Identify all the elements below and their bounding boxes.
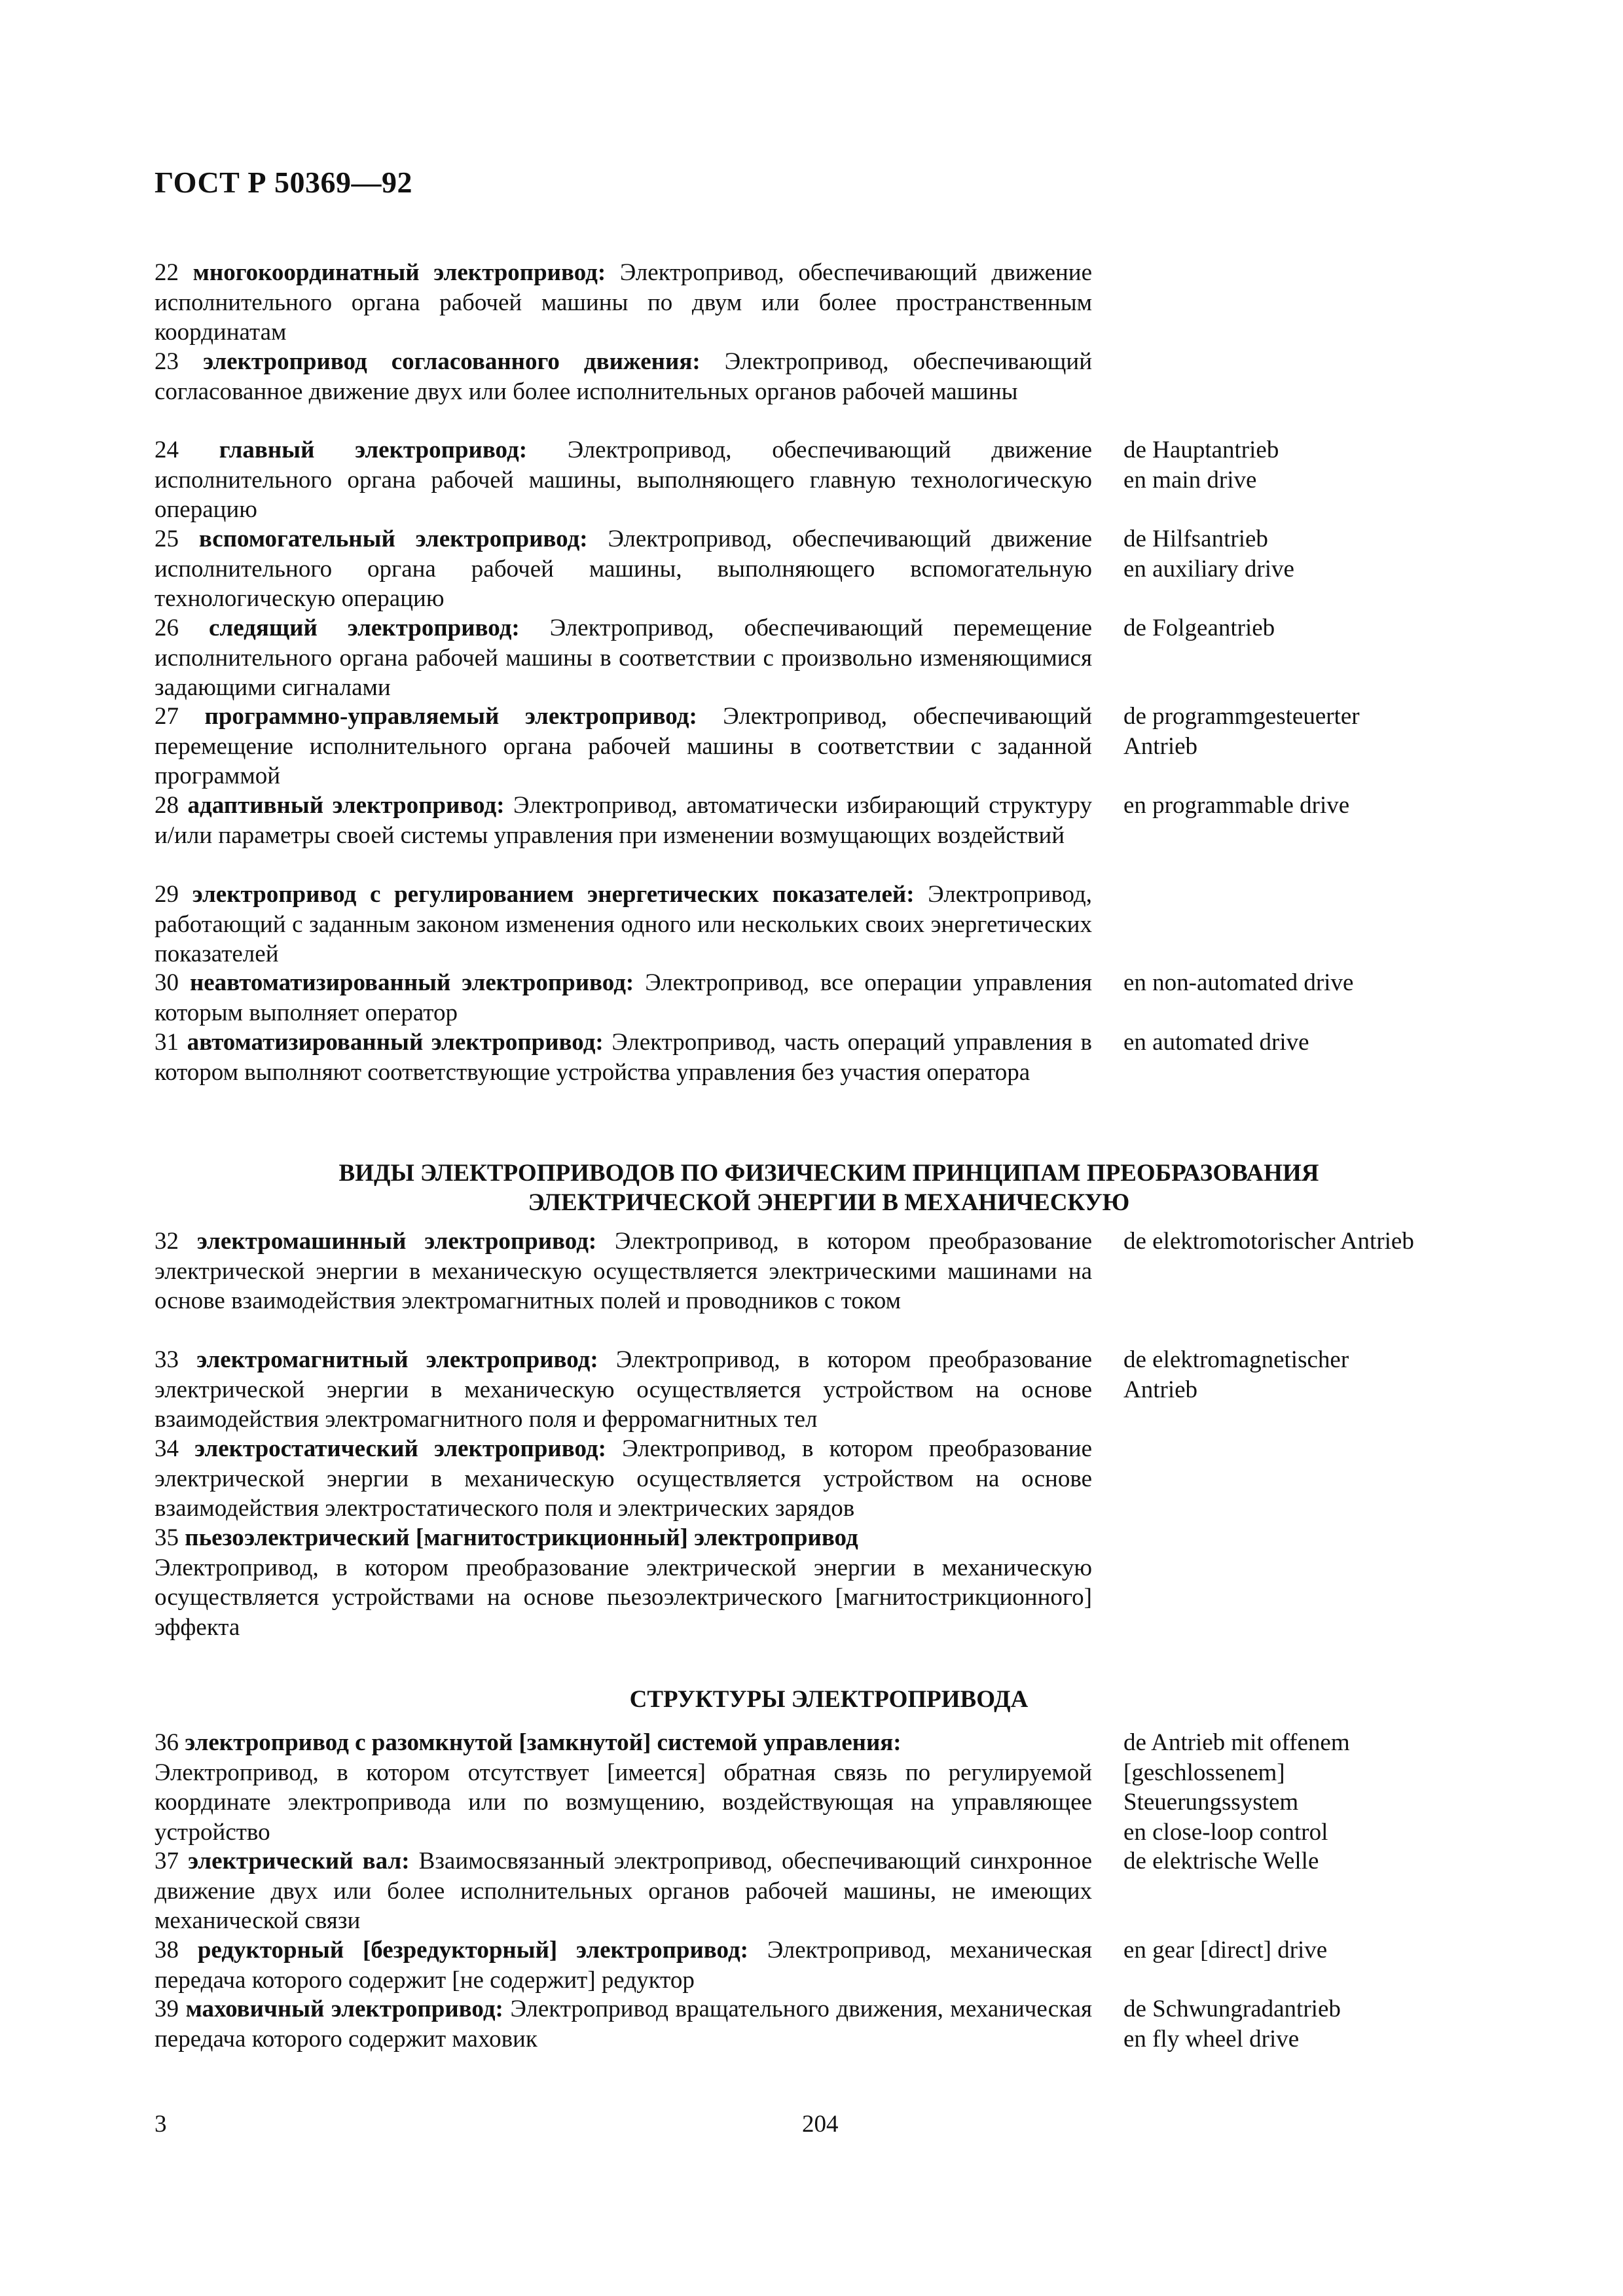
section-heading-line: СТРУКТУРЫ ЭЛЕКТРОПРИВОДА xyxy=(629,1686,1029,1713)
foreign-equivalents xyxy=(1123,1728,1510,1847)
term-name: неавтоматизированный электропривод: xyxy=(189,969,634,996)
term-text xyxy=(155,258,1092,348)
foreign-equivalent: en automated drive xyxy=(1123,1029,1309,1056)
term-number: 29 xyxy=(155,881,179,908)
term-text xyxy=(155,791,1092,850)
sheet-number: 204 xyxy=(802,2111,839,2138)
term-number: 30 xyxy=(155,969,179,996)
term-name: электропривод с разомкнутой [замкнутой] системой управления: xyxy=(185,1729,902,1756)
term-number: 26 xyxy=(155,615,179,641)
term-name: электрический вал: xyxy=(188,1848,410,1874)
term-name: автоматизированный электропривод: xyxy=(187,1029,604,1056)
foreign-equivalent: de Hilfsantrieb xyxy=(1123,526,1268,552)
term-number: 34 xyxy=(155,1435,179,1462)
term-number: 23 xyxy=(155,348,179,375)
foreign-equivalents xyxy=(1123,1227,1510,1257)
term-text xyxy=(155,1345,1092,1435)
foreign-equivalent: de elektromagnetischer xyxy=(1123,1346,1349,1373)
term-definition: Электропривод, автоматически избирающий структуру и/или параметры своей системы управления при изменении возмущающих воздействий xyxy=(155,792,1092,849)
term-text xyxy=(155,1846,1092,1936)
term-number: 31 xyxy=(155,1029,179,1056)
term-text xyxy=(155,1434,1092,1524)
term-name: электромашинный электропривод: xyxy=(196,1228,597,1255)
term-text xyxy=(155,1728,1092,1847)
foreign-equivalent: de Folgeantrieb xyxy=(1123,615,1275,641)
term-definition: Электропривод, обеспечивающий согласованное движение двух или более исполнительных органов рабочей машины xyxy=(155,348,1093,405)
foreign-equivalents xyxy=(1123,435,1510,495)
term-text xyxy=(155,524,1092,614)
term-text xyxy=(155,1523,1092,1642)
term-definition: Электропривод вращательного движения, механическая передача которого содержит маховик xyxy=(155,1996,1093,2053)
term-definition: Электропривод, в котором преобразование электрической энергии в механическую осуществляется устройством на основе взаимодействия электромагнитного поля и ферромагнитных тел xyxy=(155,1346,1092,1433)
foreign-equivalents xyxy=(1123,1935,1510,1965)
foreign-equivalent: de elektromotorischer Antrieb xyxy=(1123,1228,1414,1255)
term-number: 36 xyxy=(155,1729,179,1756)
term-definition: Электропривод, обеспечивающий перемещение исполнительного органа рабочей машины в соответствии с заданной программой xyxy=(155,703,1093,789)
foreign-equivalent: en auxiliary drive xyxy=(1123,555,1294,583)
foreign-equivalents xyxy=(1123,791,1510,821)
term-text xyxy=(155,1994,1092,2054)
term-name: электропривод согласованного движения: xyxy=(203,348,701,375)
term-name: главный электропривод: xyxy=(219,437,528,463)
term-number: 24 xyxy=(155,437,179,463)
term-name: пьезоэлектрический [магнитострикционный] электропривод xyxy=(185,1524,858,1551)
foreign-equivalent: Antrieb xyxy=(1123,1376,1198,1403)
term-definition: Электропривод, в котором отсутствует [имеется] обратная связь по регулируемой координате электропривода или по возмущению, воздействующая на управляющее устройство xyxy=(155,1759,1092,1846)
term-name: вспомогательный электропривод: xyxy=(198,526,588,552)
foreign-equivalent: de Hauptantrieb xyxy=(1123,437,1279,463)
term-text xyxy=(155,613,1092,703)
term-definition: Электропривод, в котором преобразование электрической энергии в механическую осуществляется электрическими машинами на основе взаимодействия электромагнитных полей и проводников с током xyxy=(155,1228,1093,1314)
term-name: маховичный электропривод: xyxy=(185,1996,503,2022)
term-definition: Электропривод, часть операций управления в котором выполняют соответствующие устройства управления без участия оператора xyxy=(155,1029,1093,1086)
term-number: 28 xyxy=(155,792,179,819)
term-text xyxy=(155,1935,1092,1995)
section-heading-line: ЭЛЕКТРИЧЕСКОЙ ЭНЕРГИИ В МЕХАНИЧЕСКУЮ xyxy=(528,1189,1130,1216)
foreign-equivalents xyxy=(1123,702,1510,761)
foreign-equivalents xyxy=(1123,613,1510,643)
term-definition: Электропривод, обеспечивающий движение исполнительного органа рабочей машины, выполняющего вспомогательную технологическую операцию xyxy=(155,526,1093,612)
foreign-equivalent: en gear [direct] drive xyxy=(1123,1937,1328,1964)
term-definition: Электропривод, обеспечивающий движение исполнительного органа рабочей машины, выполняющего главную технологическую операцию xyxy=(155,437,1092,523)
foreign-equivalents xyxy=(1123,1846,1510,1876)
term-number: 39 xyxy=(155,1996,179,2022)
term-number: 35 xyxy=(155,1524,179,1551)
foreign-equivalent: de Antrieb mit offenem xyxy=(1123,1729,1350,1756)
term-definition: Электропривод, в котором преобразование электрической энергии в механическую осуществляется устройством на основе взаимодействия электростатического поля и электрических зарядов xyxy=(155,1435,1093,1522)
term-text xyxy=(155,347,1092,406)
section-heading-structures xyxy=(155,1685,1503,1714)
foreign-equivalent: en programmable drive xyxy=(1123,792,1350,819)
foreign-equivalent: [geschlossenem] xyxy=(1123,1759,1285,1786)
term-text xyxy=(155,880,1092,969)
term-name: редукторный [безредукторный] электропривод: xyxy=(197,1937,748,1964)
term-text xyxy=(155,968,1092,1028)
foreign-equivalents xyxy=(1123,524,1510,584)
foreign-equivalent: Antrieb xyxy=(1123,732,1198,760)
term-name: электростатический электропривод: xyxy=(194,1435,606,1462)
foreign-equivalent: de programmgesteuerter xyxy=(1123,703,1360,730)
term-number: 37 xyxy=(155,1848,179,1874)
foreign-equivalent: Steuerungssystem xyxy=(1123,1789,1299,1816)
term-definition: Электропривод, обеспечивающий движение исполнительного органа рабочей машины по двум или более пространственным координатам xyxy=(155,259,1093,346)
term-text xyxy=(155,702,1092,791)
foreign-equivalents xyxy=(1123,1994,1510,2054)
section-heading-line: ВИДЫ ЭЛЕКТРОПРИВОДОВ ПО ФИЗИЧЕСКИМ ПРИНЦИПАМ ПРЕОБРАЗОВАНИЯ xyxy=(338,1160,1319,1187)
term-definition: Электропривод, работающий с заданным законом изменения одного или нескольких своих энергетических показателей xyxy=(155,881,1093,967)
term-name: электромагнитный электропривод: xyxy=(196,1346,598,1373)
foreign-equivalent: de Schwungradantrieb xyxy=(1123,1996,1341,2022)
page-number: 3 xyxy=(155,2111,167,2138)
term-definition: Взаимосвязанный электропривод, обеспечивающий синхронное движение двух или более исполнительных органов рабочей машины, не имеющих механической связи xyxy=(155,1848,1092,1934)
term-number: 32 xyxy=(155,1228,179,1255)
foreign-equivalent: en close-loop control xyxy=(1123,1818,1328,1846)
foreign-equivalents xyxy=(1123,968,1510,998)
foreign-equivalents xyxy=(1123,1345,1510,1405)
term-name: электропривод с регулированием энергетических показателей: xyxy=(192,881,915,908)
foreign-equivalent: de elektrische Welle xyxy=(1123,1848,1319,1874)
term-definition: Электропривод, механическая передача которого содержит [не содержит] редуктор xyxy=(155,1937,1092,1994)
term-name: многокоординатный электропривод: xyxy=(192,259,606,286)
foreign-equivalent: en fly wheel drive xyxy=(1123,2025,1300,2053)
section-heading-physical-principles xyxy=(155,1158,1503,1217)
foreign-equivalent: en main drive xyxy=(1123,466,1257,493)
term-definition: Электропривод, обеспечивающий перемещение исполнительного органа рабочей машины в соответствии с произвольно изменяющимися задающими сигналами xyxy=(155,615,1093,701)
term-text xyxy=(155,435,1092,525)
term-number: 38 xyxy=(155,1937,179,1964)
term-definition: Электропривод, все операции управления которым выполняет оператор xyxy=(155,969,1093,1026)
term-number: 22 xyxy=(155,259,179,286)
term-definition: Электропривод, в котором преобразование электрической энергии в механическую осуществляется устройствами на основе пьезоэлектрического [магнитострикционного] эффекта xyxy=(155,1554,1092,1641)
document-id: ГОСТ Р 50369—92 xyxy=(155,166,412,199)
term-number: 33 xyxy=(155,1346,179,1373)
term-name: следящий электропривод: xyxy=(209,615,520,641)
term-name: программно-управляемый электропривод: xyxy=(204,703,697,730)
term-number: 27 xyxy=(155,703,179,730)
term-text xyxy=(155,1028,1092,1087)
term-text xyxy=(155,1227,1092,1316)
foreign-equivalent: en non-automated drive xyxy=(1123,969,1354,996)
foreign-equivalents xyxy=(1123,1028,1510,1058)
term-number: 25 xyxy=(155,526,179,552)
term-name: адаптивный электропривод: xyxy=(187,792,505,819)
